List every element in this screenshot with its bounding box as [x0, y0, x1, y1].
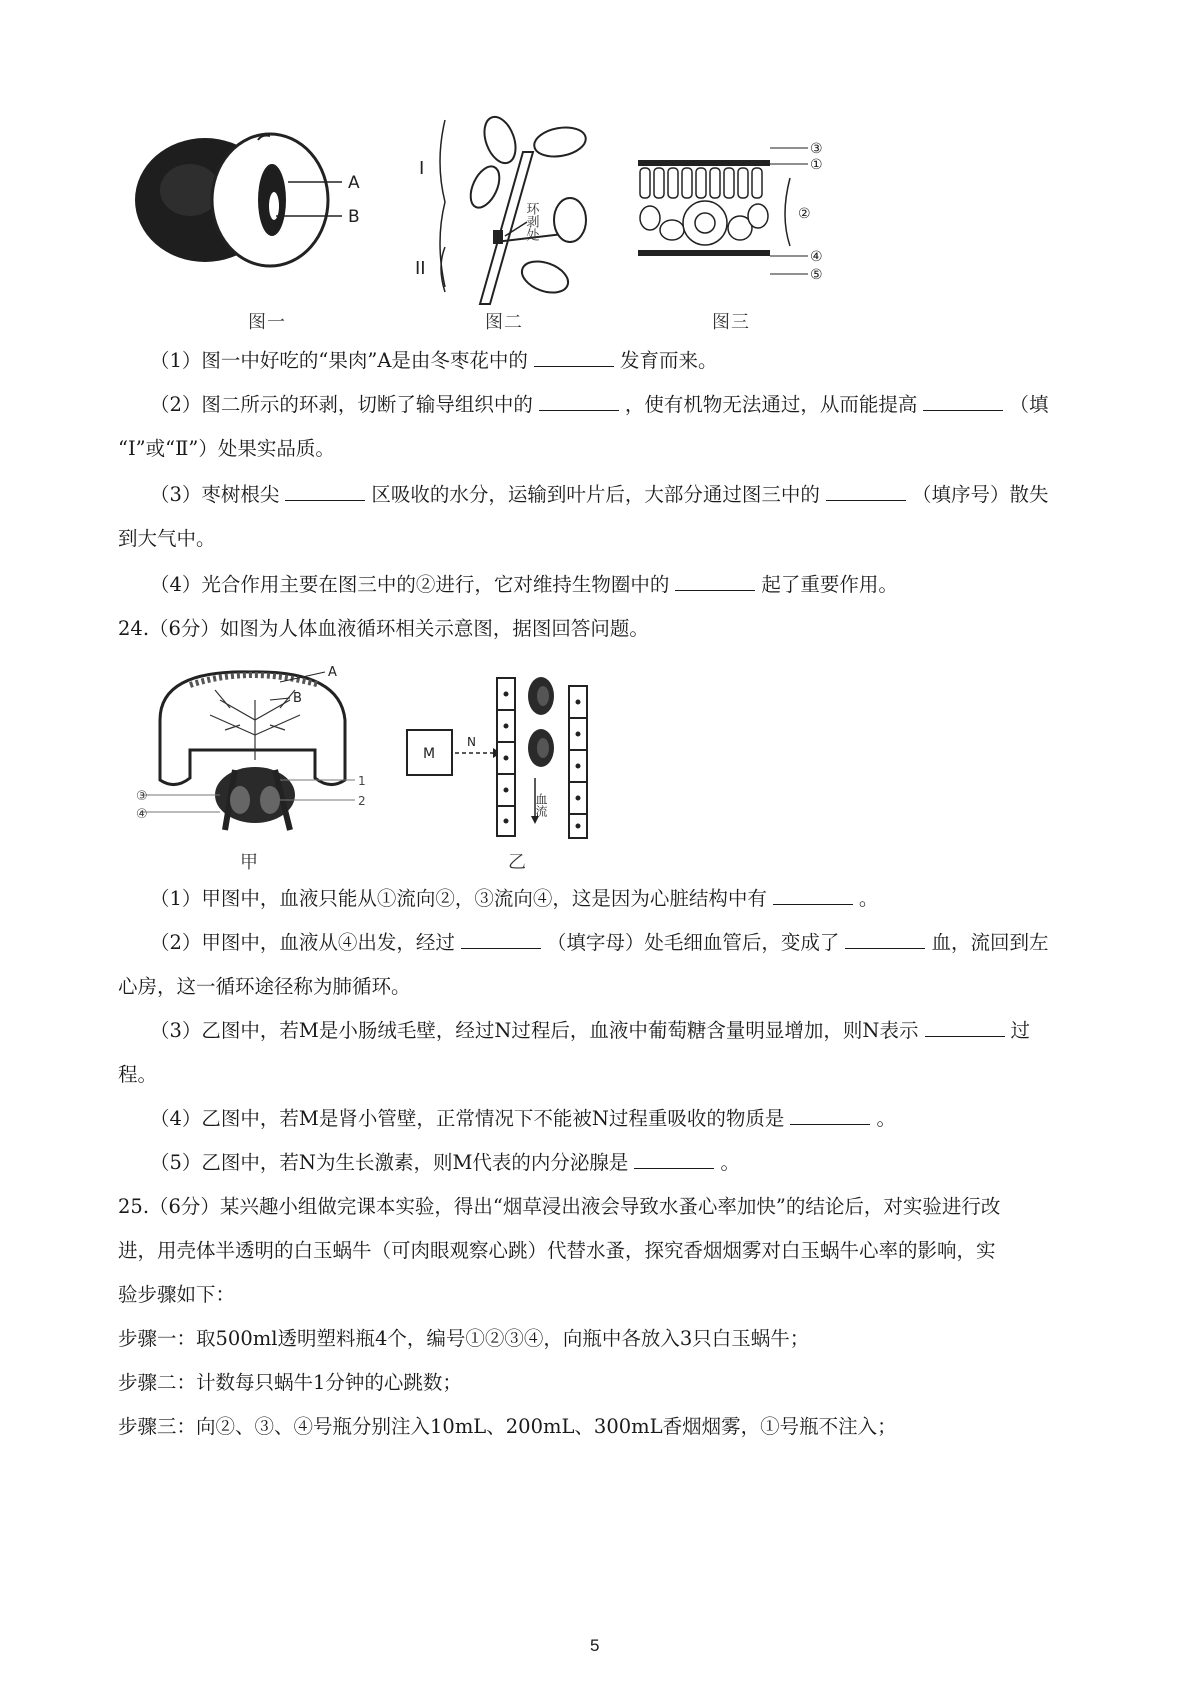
- fig3-label-3: ③: [810, 141, 823, 157]
- fig1-label-a: A: [348, 173, 360, 193]
- fig1-caption: 图一: [248, 312, 286, 333]
- q23-part2-cont: “Ⅰ”或“Ⅱ”）处果实品质。: [118, 437, 335, 460]
- fig1-label-b: B: [348, 207, 360, 227]
- jia-label-4: ④: [136, 807, 148, 822]
- jia-label-a: A: [328, 665, 337, 680]
- circulation-diagram: [130, 660, 390, 840]
- figure-2: [405, 112, 605, 307]
- q25-line1: 25.（6分）某兴趣小组做完课本实验，得出“烟草浸出液会导致水蚤心率加快”的结论后，对实验进行改: [118, 1195, 1001, 1218]
- jia-label-b: B: [293, 691, 302, 706]
- figure-yi: [395, 668, 635, 843]
- figure-3: [630, 138, 830, 293]
- fig3-label-2: ②: [798, 206, 811, 222]
- q23-part1: （1）图一中好吃的“果肉”A是由冬枣花中的 发育而来。: [150, 349, 718, 372]
- answer-blank[interactable]: [925, 1018, 1005, 1037]
- answer-blank[interactable]: [634, 1150, 714, 1169]
- q25-step2: 步骤二：计数每只蜗牛1分钟的心跳数；: [118, 1371, 462, 1394]
- figure-1: [130, 120, 400, 280]
- fig2-label-girdle: 环剥处: [523, 202, 539, 241]
- answer-blank[interactable]: [534, 348, 614, 367]
- q23-part4: （4）光合作用主要在图三中的②进行，它对维持生物圈中的 起了重要作用。: [150, 573, 898, 596]
- jia-caption: 甲: [240, 852, 259, 873]
- jujube-fruit-diagram: [130, 120, 400, 280]
- fig2-caption: 图二: [485, 312, 523, 333]
- fig3-label-5: ⑤: [810, 267, 823, 283]
- q25-line2: 进，用壳体半透明的白玉蜗牛（可肉眼观察心跳）代替水蚤，探究香烟烟雾对白玉蜗牛心率的影响，实: [118, 1239, 996, 1262]
- answer-blank[interactable]: [923, 392, 1003, 411]
- yi-label-m: M: [423, 746, 436, 762]
- q24-part5: （5）乙图中，若N为生长激素，则M代表的内分泌腺是 。: [150, 1151, 740, 1174]
- answer-blank[interactable]: [675, 572, 755, 591]
- jia-label-2: 2: [358, 794, 366, 808]
- answer-blank[interactable]: [790, 1106, 870, 1125]
- fig2-label-ii: II: [415, 258, 426, 279]
- answer-blank[interactable]: [539, 392, 619, 411]
- q24-part3-cont: 程。: [118, 1063, 158, 1086]
- q23-part2: （2）图二所示的环剥，切断了输导组织中的 ，使有机物无法通过，从而能提高 （填: [150, 393, 1049, 416]
- q25-step1: 步骤一：取500ml透明塑料瓶4个，编号①②③④，向瓶中各放入3只白玉蜗牛；: [118, 1327, 810, 1350]
- page-number: 5: [590, 1636, 600, 1655]
- jia-label-1: 1: [358, 774, 366, 788]
- q24-part2: （2）甲图中，血液从④出发，经过 （填字母）处毛细血管后，变成了 血，流回到左: [150, 931, 1049, 954]
- q24-part1: （1）甲图中，血液只能从①流向②，③流向④，这是因为心脏结构中有 。: [150, 887, 879, 910]
- q25-step3: 步骤三：向②、③、④号瓶分别注入10mL、200mL、300mL香烟烟雾，①号瓶不注入；: [118, 1415, 897, 1438]
- q23-part3: （3）枣树根尖 区吸收的水分，运输到叶片后，大部分通过图三中的 （填序号）散失: [150, 483, 1049, 506]
- q24-part3: （3）乙图中，若M是小肠绒毛壁，经过N过程后，血液中葡萄糖含量明显增加，则N表示 过: [150, 1019, 1031, 1042]
- fig3-label-1: ①: [810, 157, 823, 173]
- fig3-label-4: ④: [810, 249, 823, 265]
- q25-line3: 验步骤如下：: [118, 1283, 236, 1306]
- q24-part4: （4）乙图中，若M是肾小管壁，正常情况下不能被N过程重吸收的物质是 。: [150, 1107, 896, 1130]
- q24-part2-cont: 心房，这一循环途径称为肺循环。: [118, 975, 411, 998]
- answer-blank[interactable]: [773, 886, 853, 905]
- q24-stem: 24.（6分）如图为人体血液循环相关示意图，据图回答问题。: [118, 617, 649, 640]
- answer-blank[interactable]: [826, 482, 906, 501]
- leaf-section-diagram: [630, 138, 830, 293]
- q23-part3-cont: 到大气中。: [118, 527, 216, 550]
- fig2-label-i: I: [419, 158, 425, 179]
- answer-blank[interactable]: [285, 482, 365, 501]
- capillary-exchange-diagram: [395, 668, 635, 843]
- fig3-caption: 图三: [712, 312, 750, 333]
- branch-diagram: [405, 112, 605, 307]
- yi-label-bloodflow: 血流: [534, 793, 548, 817]
- answer-blank[interactable]: [461, 930, 541, 949]
- figure-jia: [130, 660, 390, 840]
- answer-blank[interactable]: [845, 930, 925, 949]
- jia-label-3: ③: [136, 789, 148, 804]
- yi-caption: 乙: [508, 852, 527, 873]
- yi-label-n: N: [467, 735, 476, 749]
